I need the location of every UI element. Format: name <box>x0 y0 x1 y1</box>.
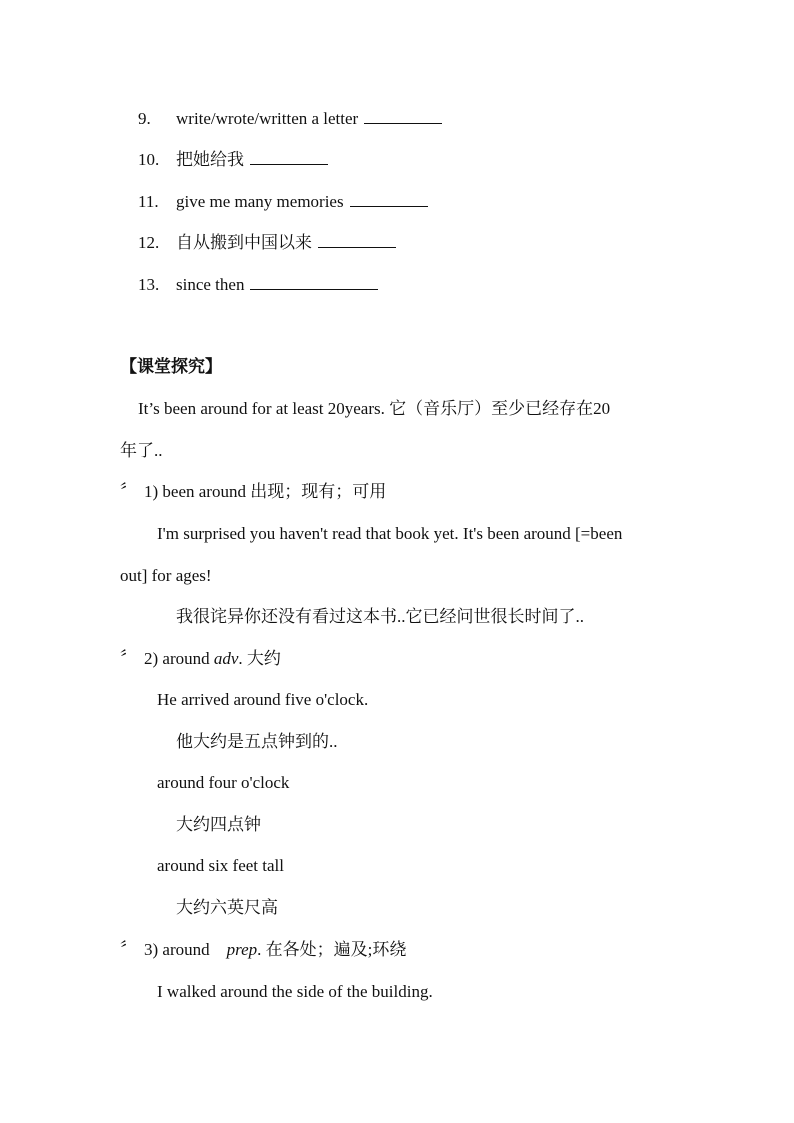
sense-2-example-zh: 大约四点钟 <box>176 815 261 834</box>
list-item-10 <box>138 148 328 171</box>
sense-2-example-en: around four o'clock <box>157 773 290 792</box>
item-number: 13. <box>138 275 160 294</box>
sense-3-example-en: I walked around the side of the building. <box>157 982 433 1001</box>
item-text: write/wrote/written a letter <box>176 109 359 128</box>
bullet-mark: 〞 <box>120 482 137 501</box>
sense-1-head <box>120 481 386 503</box>
intro-line-2: 年了.. <box>120 441 163 460</box>
sense-2-example-en: around six feet tall <box>157 856 284 875</box>
answer-blank[interactable] <box>250 273 378 290</box>
sense-3-head <box>120 939 406 961</box>
answer-blank[interactable] <box>318 231 396 248</box>
sense-2-word: 2) around <box>144 649 210 668</box>
intro-line-1: It’s been around for at least 20years. 它（音乐厅）至少已经存在20 <box>138 399 611 418</box>
bullet-mark: 〞 <box>120 940 137 959</box>
sense-2-gloss: . 大约 <box>238 649 281 668</box>
list-item-11 <box>138 190 428 213</box>
section-title: 【课堂探究】 <box>120 357 222 376</box>
list-item-9 <box>138 107 442 130</box>
sense-2-head <box>120 648 281 670</box>
item-number: 9. <box>138 109 151 128</box>
answer-blank[interactable] <box>250 148 328 165</box>
sense-1-example-en-1: I'm surprised you haven't read that book yet. It's been around [=been <box>157 524 623 543</box>
part-of-speech: prep <box>226 940 258 959</box>
answer-blank[interactable] <box>364 107 442 124</box>
item-number: 11. <box>138 192 159 211</box>
list-item-12 <box>138 231 396 254</box>
sense-1-example-zh: 我很诧异你还没有看过这本书..它已经问世很长时间了.. <box>176 607 584 626</box>
sense-1-example-en-2: out] for ages! <box>120 566 212 585</box>
bullet-mark: 〞 <box>120 649 137 668</box>
item-text: give me many memories <box>176 192 344 211</box>
item-text: 把她给我 <box>176 150 244 169</box>
item-number: 10. <box>138 150 160 169</box>
sense-3-gloss: . 在各处；遍及;环绕 <box>257 940 407 959</box>
part-of-speech: adv <box>213 649 239 668</box>
list-item-13 <box>138 273 378 296</box>
item-text: 自从搬到中国以来 <box>176 233 312 252</box>
sense-2-example-zh: 他大约是五点钟到的.. <box>176 732 338 751</box>
sense-1-title: 1) been around 出现；现有；可用 <box>144 482 387 501</box>
sense-2-example-en: He arrived around five o'clock. <box>157 690 369 709</box>
answer-blank[interactable] <box>350 190 428 207</box>
item-number: 12. <box>138 233 160 252</box>
sense-2-example-zh: 大约六英尺高 <box>176 898 278 917</box>
sense-3-word: 3) around <box>144 940 210 959</box>
item-text: since then <box>176 275 245 294</box>
